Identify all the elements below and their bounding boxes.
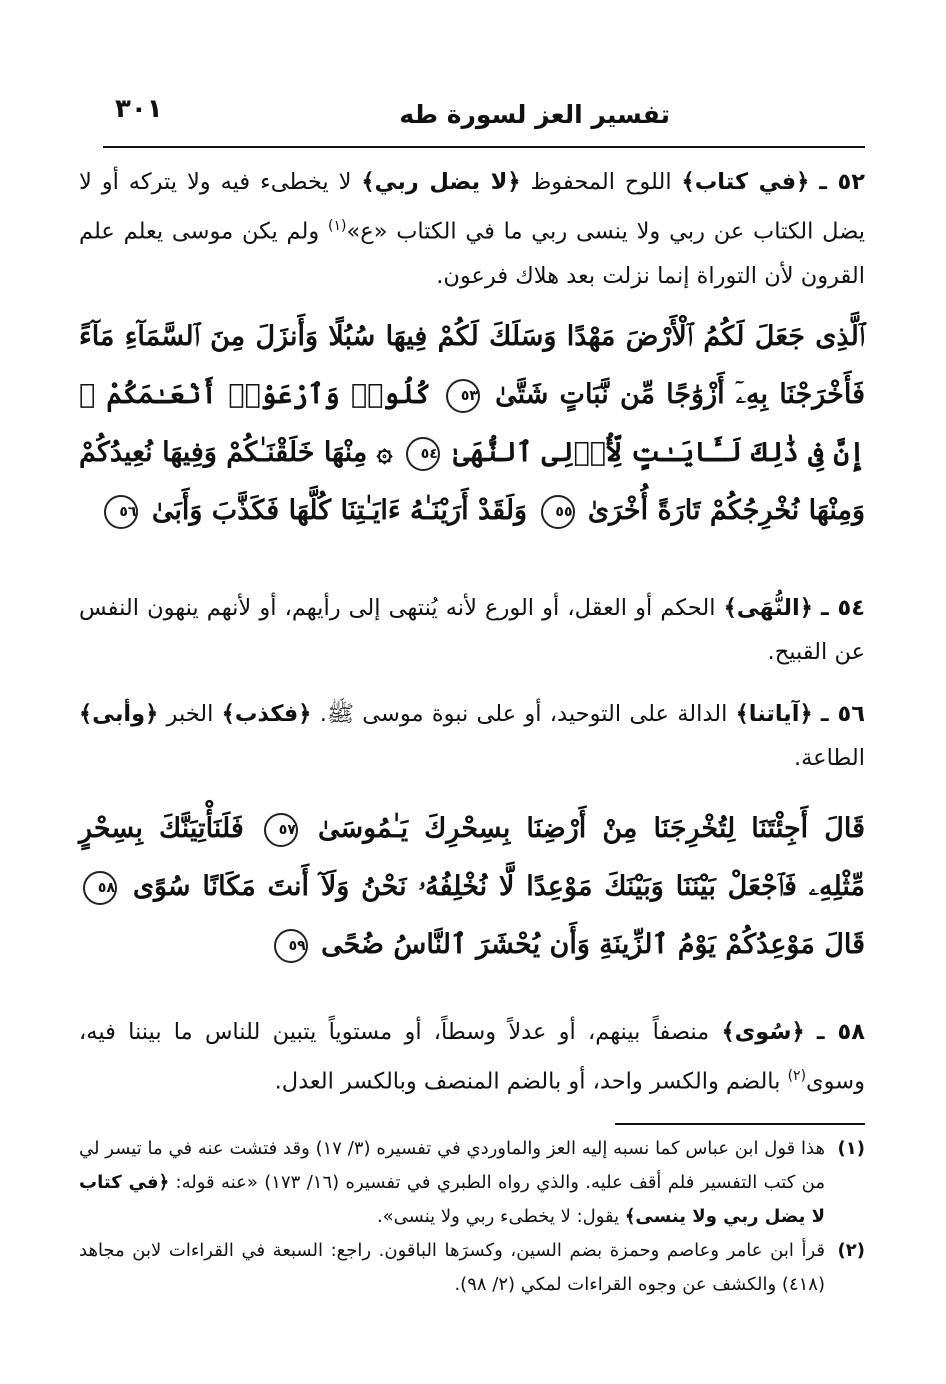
comment-text: الدالة على التوحيد، أو على نبوة موسى ﷺ. [311, 701, 736, 727]
ayah-marker: ٥٥ [541, 495, 575, 529]
comment-text: الخبر [158, 701, 222, 727]
page-header [105, 90, 865, 138]
footnote-text-part: يقول: لا يخطىء ربي ولا ينسى». [376, 1206, 625, 1227]
running-title: تفسير العز لسورة طه [399, 100, 670, 129]
quran-term: ﴿في كتاب لا يضل ربي ولا ينسى﴾ [79, 1172, 825, 1227]
commentary-54 [79, 586, 865, 674]
footnote-ref: (١) [328, 218, 347, 234]
ayah-marker: ٥٦ [104, 495, 138, 529]
comment-number: ٥٦ ـ [820, 701, 866, 727]
footnote-label: (٢) [837, 1240, 865, 1261]
quran-verses-57-59 [79, 800, 865, 974]
footnote-text-part: هذا قول ابن عباس كما نسبه إليه العز والماوردي في تفسيره (٣/ ١٧) وقد فتشت عنه في ما تيسر لي من كتب التفسير فلم أقف عليه. والذي رواه الطبري في تفسيره (١٦/ ١٧٣) «عنه قوله: [79, 1138, 825, 1193]
footnote-rule [615, 1123, 865, 1125]
comment-number: ٥٨ ـ [816, 1019, 865, 1045]
footnote-1 [79, 1132, 865, 1234]
comment-text: الطاعة. [793, 745, 865, 771]
verse-text: ٱلَّذِى جَعَلَ لَكُمُ ٱلْأَرْضَ مَهْدًا وَسَلَكَ لَكُمْ فِيهَا سُبُلًا وَأَنزَلَ مِنَ ٱلسَّمَآءِ مَآءً فَأَخْرَجْنَا بِهِۦٓ أَزْوَٰجًا مِّن نَّبَاتٍ شَتَّىٰ [79, 321, 865, 410]
comment-number: ٥٤ ـ [821, 595, 865, 621]
quran-term: ﴿لا يضل ربي﴾ [361, 169, 521, 195]
verse-text: كُلُوا۟ وَٱرْعَوْا۟ أَنْعَـٰمَكُمْ ۗ إِنَّ فِى ذَٰلِكَ لَـَٔايَـٰتٍ لِّأُو۟لِى ٱلنُّهَىٰ [79, 379, 865, 468]
footnote-label: (١) [837, 1138, 865, 1159]
footnote-text [79, 1132, 825, 1234]
quran-term: ﴿سُوى﴾ [721, 1019, 805, 1045]
commentary-52 [79, 160, 865, 298]
ayah-marker: ٥٤ [406, 437, 440, 471]
quran-term: ﴿آياتنا﴾ [735, 701, 813, 727]
ayah-marker: ٥٣ [446, 379, 480, 413]
comment-text: الحكم أو العقل، أو الورع لأنه يُنتهى إلى رأيهم، أو لأنهم ينهون النفس عن القبيح. [79, 595, 865, 665]
verse-text: فَلَنَأْتِيَنَّكَ بِسِحْرٍ مِّثْلِهِۦ فَٱجْعَلْ بَيْنَنَا وَبَيْنَكَ مَوْعِدًا لَّا نُخْلِفُهُۥ نَحْنُ وَلَآ أَنتَ مَكَانًا سُوًى [79, 813, 866, 902]
commentary-56 [79, 692, 865, 780]
quran-term: ﴿وأبى﴾ [79, 701, 159, 727]
commentary-58 [79, 1010, 865, 1104]
quran-term: ﴿فكذب﴾ [221, 701, 312, 727]
footnote-text: قرأ ابن عامر وعاصم وحمزة بضم السين، وكسرَها الباقون. راجع: السبعة في القراءات لابن مجاهد (٤١٨) والكشف عن وجوه القراءات لمكي (٢/ ٩٨). [79, 1240, 825, 1295]
comment-text: بالضم والكسر واحد، أو بالضم المنصف وبالكسر العدل. [274, 1068, 788, 1095]
quran-term: ﴿النُّهَى﴾ [723, 595, 813, 621]
comment-text: اللوح المحفوظ [520, 169, 682, 195]
verse-text: قَالَ مَوْعِدُكُمْ يَوْمُ ٱلزِّينَةِ وَأَن يُحْشَرَ ٱلنَّاسُ ضُحًى [321, 929, 865, 960]
comment-number: ٥٢ ـ [819, 169, 866, 195]
comment-text: لا يخطىء فيه ولا يتركه أو لا يضل الكتاب عن ربي ولا ينسى ربي ما في الكتاب «ع» [79, 169, 865, 245]
comment-text: ولم يكن موسى يعلم علم القرون لأن التوراة إنما نزلت بعد هلاك فرعون. [79, 218, 865, 289]
comment-text: منصفاً بينهم، أو عدلاً وسطاً، أو مستوياً يتبين للناس ما بيننا فيه، وسوى [79, 1019, 865, 1095]
ayah-marker: ٥٧ [264, 813, 298, 847]
ayah-marker: ٥٨ [83, 871, 117, 905]
quran-verses-53-56 [79, 308, 865, 540]
verse-text: قَالَ أَجِئْتَنَا لِتُخْرِجَنَا مِنْ أَرْضِنَا بِسِحْرِكَ يَـٰمُوسَىٰ [317, 813, 865, 844]
verse-text: ۞ مِنْهَا خَلَقْنَـٰكُمْ وَفِيهَا نُعِيدُكُمْ وَمِنْهَا نُخْرِجُكُمْ تَارَةً أُخْرَىٰ [79, 437, 865, 526]
footnote-2 [79, 1234, 865, 1302]
verse-text: وَلَقَدْ أَرَيْنَـٰهُ ءَايَـٰتِنَا كُلَّهَا فَكَذَّبَ وَأَبَىٰ [151, 495, 528, 526]
ayah-marker: ٥٩ [274, 929, 308, 963]
quran-term: ﴿في كتاب﴾ [681, 169, 810, 195]
footnotes [79, 1132, 865, 1302]
footnote-ref: (٢) [787, 1068, 807, 1084]
page-number: ٣٠١ [115, 94, 163, 124]
header-rule [103, 146, 865, 148]
